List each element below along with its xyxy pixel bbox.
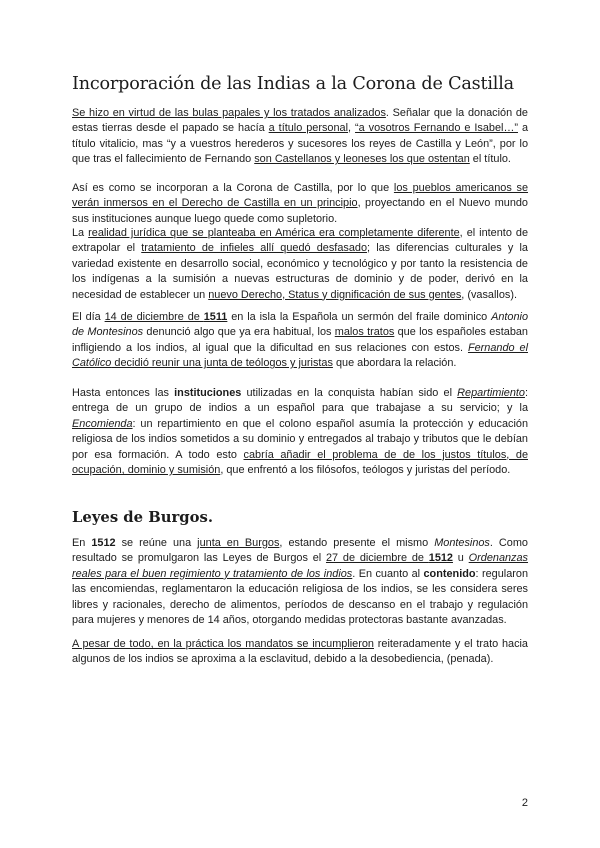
underlined-text: 14 de diciembre de [104, 311, 204, 323]
paragraph-bulas [72, 106, 528, 168]
underlined-text: cabría añadir el problema de de los justos títulos, de ocupación, dominio y sumisión [72, 448, 529, 477]
text: utilizadas en la conquista habían sido el [241, 387, 458, 399]
text: : regularon las encomiendas, reglamentaron la educación religiosa de los indios, se les considera seres libres y racionales, derecho de alimentos, períodos de descanso en el trabajo y regulación para mujeres y menores de 14 años, otorgando medidas protectoras bastante avanzadas. [72, 567, 528, 627]
underlined-text: decidió reunir una junta de teólogos y juristas [111, 357, 333, 370]
text: Hasta entonces las [72, 387, 175, 399]
underlined-text: los pueblos americanos se verán inmersos en el Derecho de Castilla en un principio [72, 182, 529, 210]
text: que los españoles estaban infligiendo a los indios, al igual que la dificultad en sus relaciones con estos. [72, 326, 528, 354]
text: Así es como se incorporan a la Corona de Castilla, por lo que [72, 182, 394, 194]
underlined-text: son Castellanos y leoneses los que ostentan [254, 153, 470, 166]
paragraph-instituciones [72, 386, 528, 478]
bold-year: 1511 [203, 311, 228, 323]
italic-name: Fernando el Católico [72, 341, 528, 370]
text: La [72, 227, 89, 239]
underlined-text: tratamiento de infieles allí quedó desfasado [141, 242, 368, 255]
text: u [453, 552, 469, 565]
text: . Como resultado se promulgaron las Leyes de Burgos el [72, 537, 528, 565]
text: , proyectando en el Nuevo mundo sus instituciones aunque luego quede como supletorio. [72, 197, 528, 225]
text: En [72, 537, 92, 549]
text: : entrega de un grupo de indios a un español para que trabajase a su servicio; y la [72, 387, 528, 415]
paragraph-burgos [72, 536, 528, 628]
text: , el intento de extrapolar el [72, 227, 529, 255]
text: : un repartimiento en que el colono español asumía la protección y educación religiosa de los indios sometidos a su dominio y entregados al trabajo y tributos que le debían por esa formación. A todo esto [72, 417, 528, 461]
bold-year: 1512 [91, 537, 116, 549]
text: el título. [469, 153, 511, 166]
underlined-text: Se hizo en virtud de las bulas papales y los tratados analizados [72, 107, 386, 119]
underlined-text: “a vosotros Fernando e Isabel…” [355, 122, 518, 135]
text: se reúne una [115, 537, 198, 549]
italic-term: Ordenanzas reales para el buen regimiento y tratamiento de los indios [72, 552, 529, 580]
text: ; las diferencias culturales y la variedad existente en desarrollo social, económico y tecnológico y por tanto la resistencia de los indígenas a la sumisión a nuevas estructuras de dominio y de poder, derivó en la necesidad de establecer un [72, 242, 528, 301]
underlined-text: junta en Burgos [197, 537, 280, 549]
text: , que enfrentó a los filósofos, teólogos y juristas del período. [220, 464, 511, 477]
text: a título vitalicio, mas “y a vuestros herederos y sucesores los reyes de Castilla y León”, por lo que tras el fallecimiento de Fernando [72, 122, 529, 166]
underlined-text: nuevo Derecho, Status y dignificación de sus gentes [208, 288, 462, 301]
paragraph-montesinos [72, 310, 528, 372]
text: El día [72, 311, 105, 323]
text: . Señalar que la donación de estas tierras desde el papado se hacía [72, 107, 528, 135]
italic-term: Encomienda [72, 417, 133, 430]
text: , (vasallos). [461, 288, 517, 301]
text: , estando presente el mismo [279, 537, 435, 549]
page-title: Incorporación de las Indias a la Corona de Castilla [72, 74, 514, 94]
section-title-leyes-de-burgos: Leyes de Burgos. [72, 509, 213, 526]
underlined-text: malos tratos [334, 326, 395, 339]
italic-name: Montesinos [434, 537, 490, 549]
page-number: 2 [521, 797, 528, 809]
text: denunció algo que ya era habitual, los [143, 326, 335, 339]
text: en la isla la Española un sermón del fraile dominico [227, 311, 492, 323]
bold-year: 1512 [428, 552, 453, 565]
italic-name: Antonio de Montesinos [72, 311, 529, 339]
text: reiteradamente y el trato hacia algunos de los indios se aproxima a la esclavitud, debido a la desobediencia, (penada). [72, 638, 528, 666]
text: que abordara la relación. [332, 357, 457, 370]
paragraph-incumplimiento [72, 637, 528, 668]
underlined-text: realidad jurídica que se planteaba en América era completamente diferente [88, 227, 460, 239]
bold-text: contenido [423, 567, 476, 580]
underlined-text: A pesar de todo, en la práctica los mandatos se incumplieron [72, 638, 374, 650]
bold-text: instituciones [174, 387, 242, 399]
text: . En cuanto al [352, 567, 424, 580]
underlined-text: a título personal [268, 122, 349, 135]
underlined-text: 27 de diciembre de [325, 552, 429, 565]
paragraph-realidad-juridica [72, 226, 528, 303]
text: , [348, 122, 356, 135]
italic-term: Repartimiento [457, 387, 525, 399]
paragraph-incorporacion [72, 181, 528, 227]
